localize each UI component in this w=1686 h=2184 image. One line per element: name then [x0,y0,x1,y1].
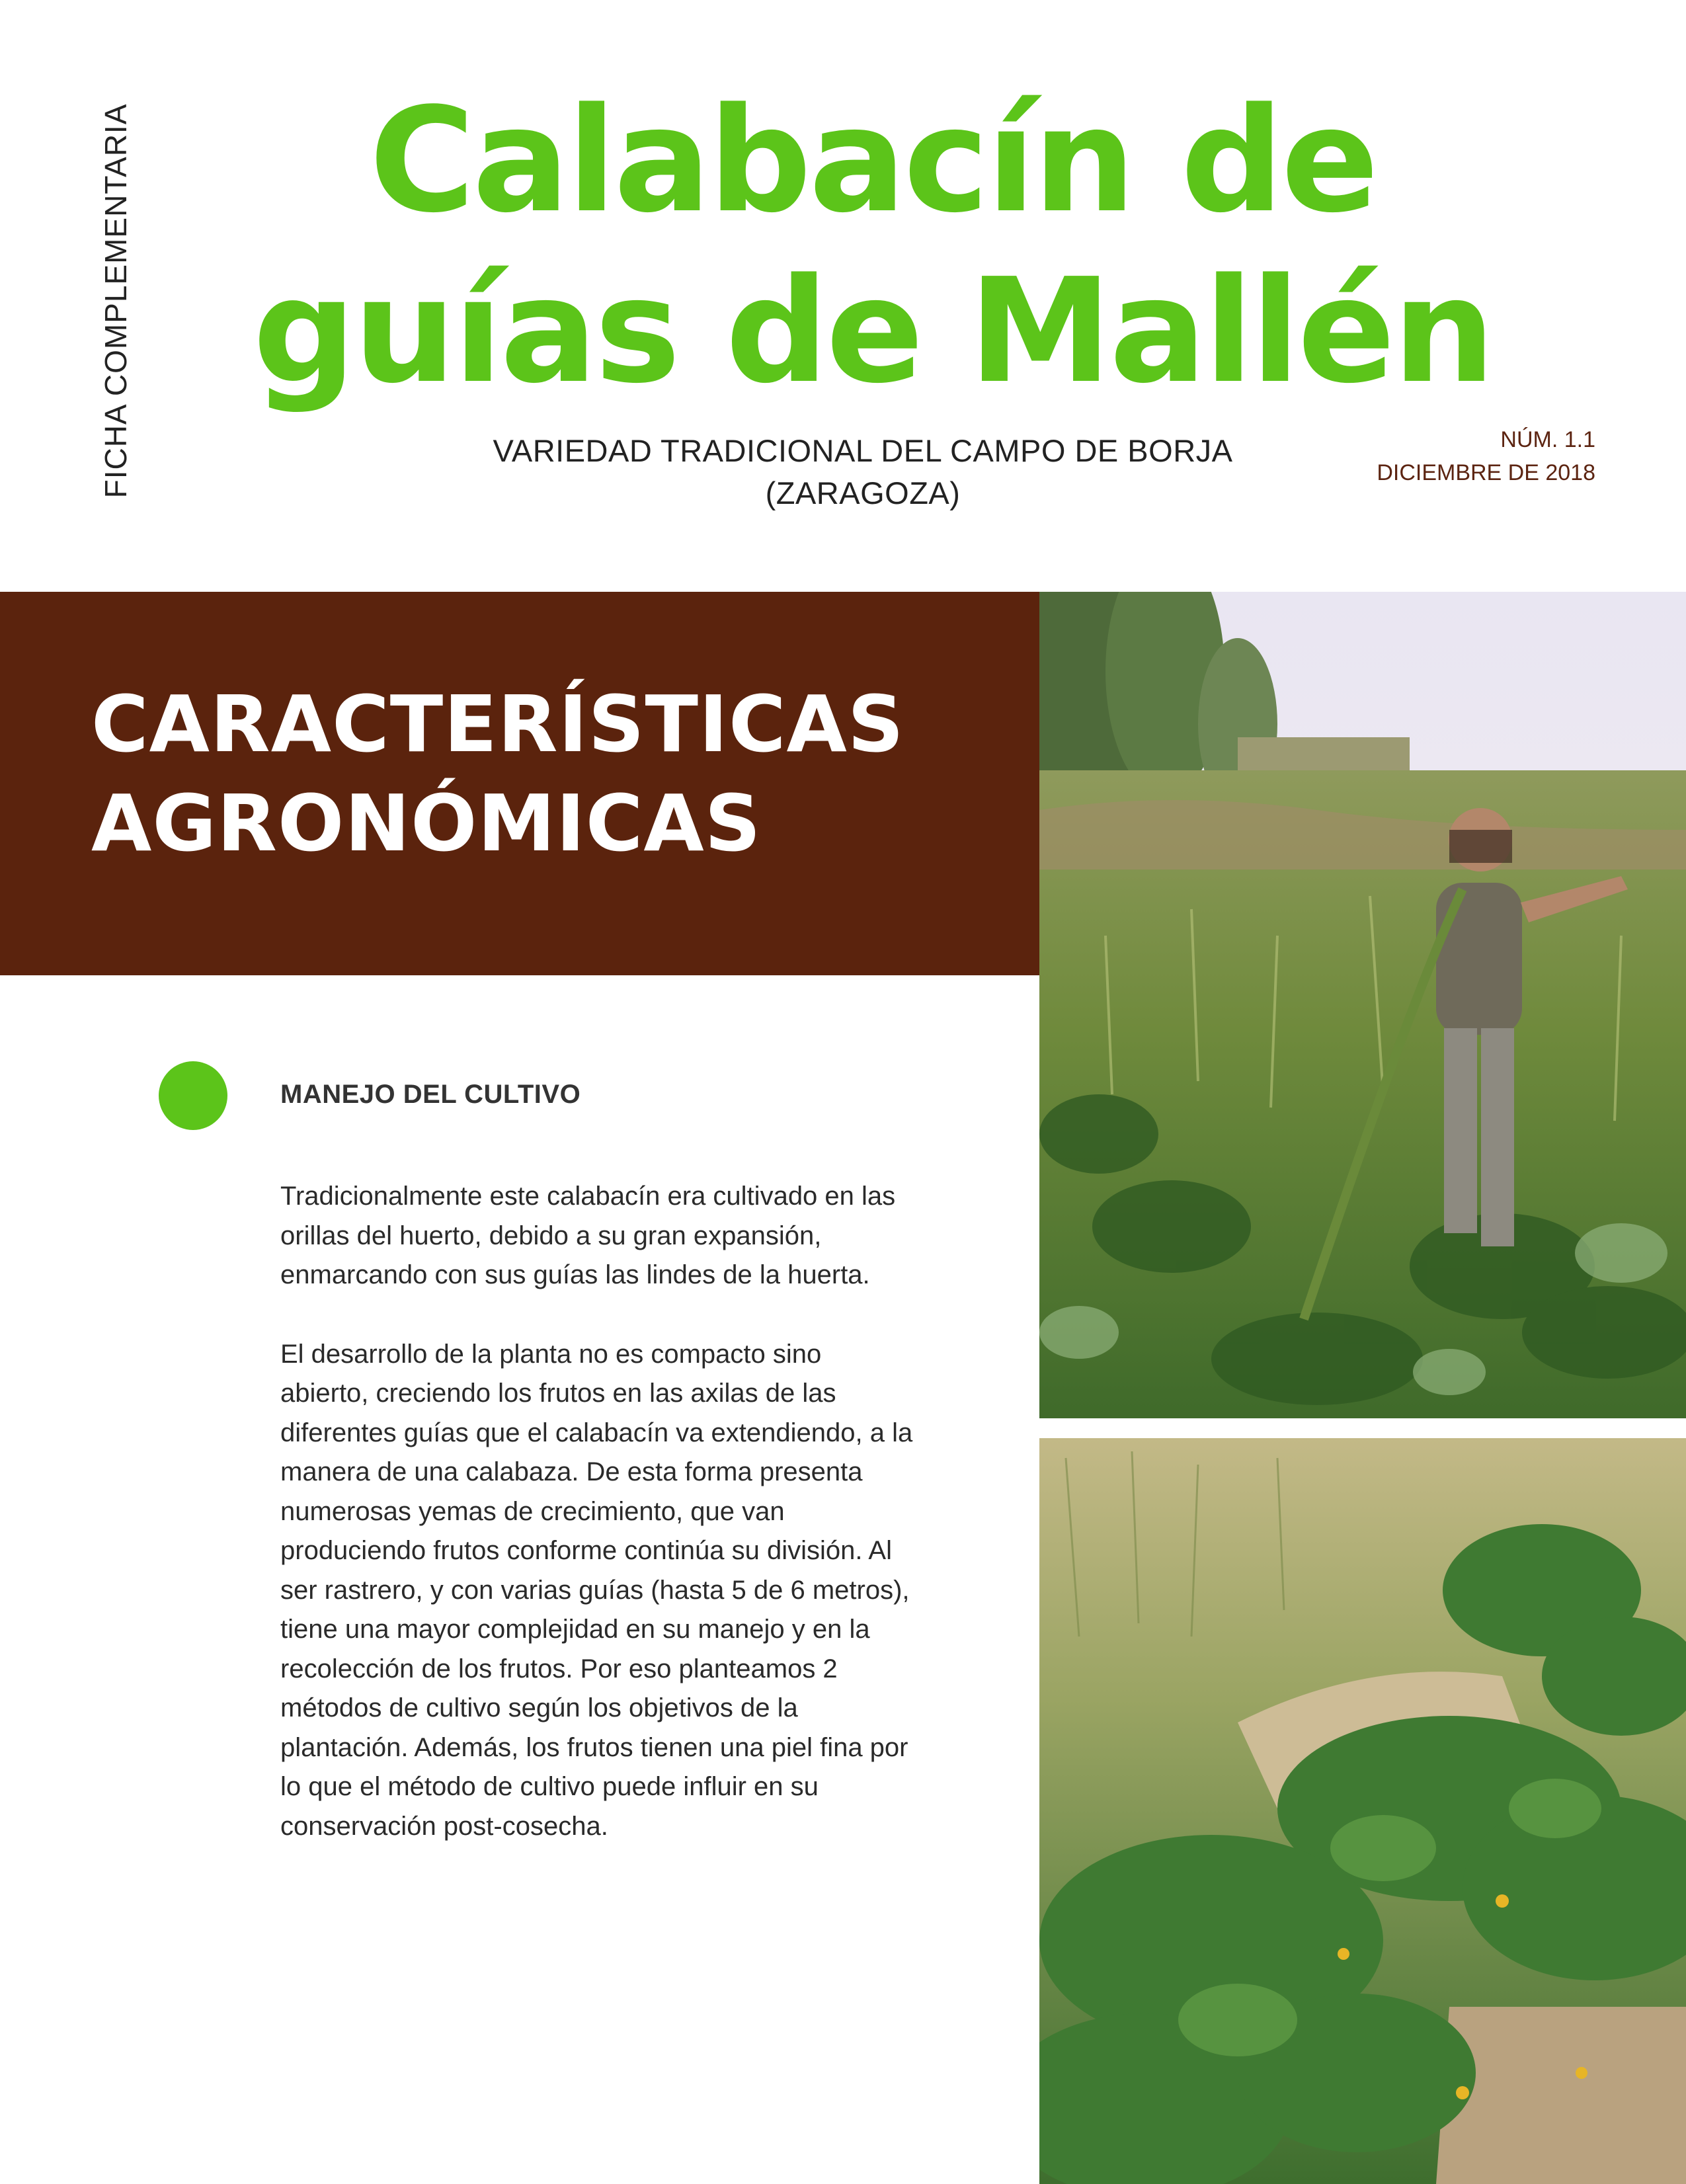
paragraph-2: El desarrollo de la planta no es compacto sino abierto, creciendo los frutos en las axilas de las diferentes guías que el calabacín va extendiendo, a la manera de una calabaza. De esta forma presenta numerosas yemas de crecimiento, que van produciendo frutos conforme continúa su división. Al ser rastrero, y con varias guías (hasta 5 de 6 metros), tiene una mayor complejidad en su manejo y en la recolección de los frutos. Por eso planteamos 2 métodos de cultivo según los objetivos de la plantación. Además, los frutos tienen una piel fina por lo que el método de cultivo puede influir en su conservación post-cosecha. [280,1339,913,1841]
photo-zucchini-plants [1039,1438,1686,2184]
side-label-text: FICHA COMPLEMENTARIA [99,103,133,499]
body-text [280,1177,915,1886]
issue-date: DICIEMBRE DE 2018 [1377,460,1595,485]
section-title [91,674,904,873]
issue-number: NÚM. 1.1 [1500,427,1595,452]
paragraph-1: Tradicionalmente este calabacín era cultivado en las orillas del huerto, debido a su gran expansión, enmarcando con sus guías las lindes de la huerta. [280,1182,896,1289]
subtitle-line-2: (ZARAGOZA) [765,475,961,510]
subtitle-line-1: VARIEDAD TRADICIONAL DEL CAMPO DE BORJA [493,433,1233,468]
subtitle [410,430,1316,514]
section-banner [0,592,1039,975]
section-title-line-1: CARACTERÍSTICAS [91,678,904,770]
bullet-dot-icon [159,1061,227,1130]
title-line-1: Calabacín de [369,77,1377,245]
side-label [93,83,139,519]
photo-farmer-in-field [1039,592,1686,1418]
section-title-line-2: AGRONÓMICAS [91,778,762,869]
issue-info [1265,423,1595,489]
subsection-heading: MANEJO DEL CULTIVO [280,1080,581,1109]
page-title [251,76,1494,417]
title-line-2: guías de Mallén [253,248,1493,415]
